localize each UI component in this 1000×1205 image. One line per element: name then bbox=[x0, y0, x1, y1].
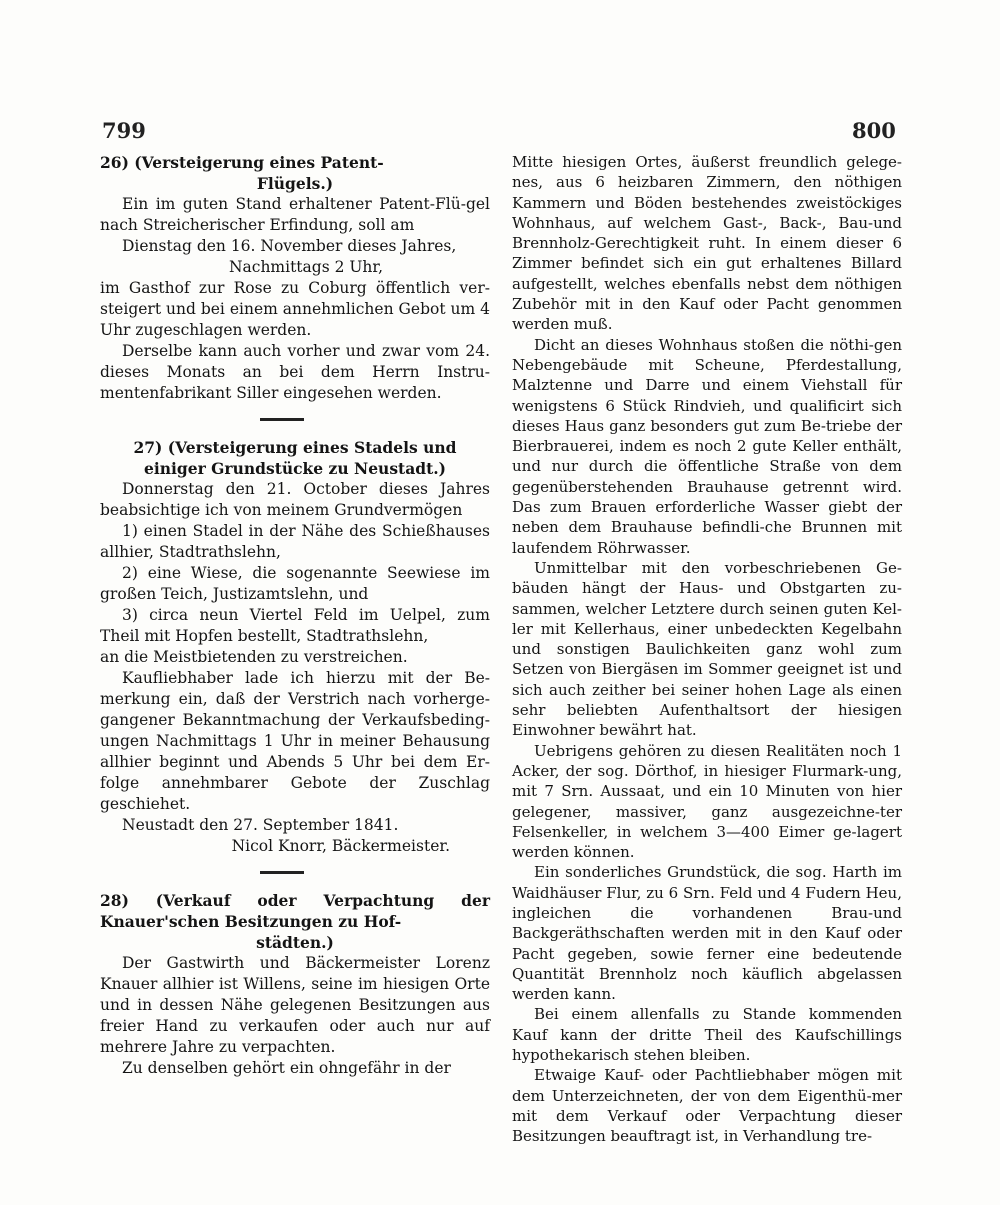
paragraph: Dienstag den 16. November dieses Jahres, bbox=[122, 237, 457, 255]
paragraph: Zu denselben gehört ein ohngefähr in der bbox=[122, 1059, 451, 1077]
paragraph: Unmittelbar mit den vorbeschriebenen Ge-bäuden hängt der Haus- und Obstgarten zu-sammen, welcher Letztere durch seinen guten Kel-ler mit Kellerhaus, einer unbedeckten Kegelbahn und sonstigen Baulichkeiten ganz wohl zum Setzen von Biergäsen im Sommer geeignet ist und sich auch zeither bei seiner hohen Lage als einen sehr beliebten Aufenthaltsort der hiesigen Einwohner bewährt hat. bbox=[512, 558, 902, 740]
signature-line: Nicol Knorr, Bäckermeister. bbox=[231, 837, 450, 855]
paragraph: Ein sonderliches Grundstück, die sog. Harth im Waidhäuser Flur, zu 6 Srn. Feld und 4 Fudern Heu, ingleichen die vorhandenen Brau-und Backgeräthschaften werden mit in den Kauf oder Pacht gegeben, sowie ferner eine bedeutende Quantität Brennholz noch käuflich abgelassen werden kann. bbox=[512, 863, 902, 1004]
paragraph: Kaufliebhaber lade ich hierzu mit der Be-merkung ein, daß der Verstrich nach vorherge-gangener Bekanntmachung der Verkaufsbeding-ungen Nachmittags 1 Uhr in meiner Behausung allhier beginnt und Abends 5 Uhr bei dem Er-folge annehmbarer Gebote der Zuschlag geschiehet. bbox=[100, 669, 490, 813]
section-divider bbox=[260, 418, 304, 421]
left-column bbox=[100, 152, 490, 1079]
paragraph: Mitte hiesigen Ortes, äußerst freundlich gelege-nes, aus 6 heizbaren Zimmern, den nöthigen Kammern und Böden bestehendes zweistöckiges Wohnhaus, auf welchem Gast-, Back-, Bau-und Brennholz-Gerechtigkeit ruht. In einem dieser 6 Zimmer befindet sich ein gut erhaltenes Billard aufgestellt, welches ebenfalls nebst dem nöthigen Zubehör mit in den Kauf oder Pacht genommen werden muß. bbox=[512, 153, 902, 334]
paragraph: 3) circa neun Viertel Feld im Uelpel, zum Theil mit Hopfen bestellt, Stadtrathslehn, bbox=[100, 606, 490, 645]
paragraph: Nachmittags 2 Uhr, bbox=[228, 258, 384, 276]
paragraph: Donnerstag den 21. October dieses Jahres beabsichtige ich von meinem Grundvermögen bbox=[100, 480, 490, 519]
paragraph: 1) einen Stadel in der Nähe des Schießhauses allhier, Stadtrathslehn, bbox=[100, 522, 490, 561]
paragraph: Dicht an dieses Wohnhaus stoßen die nöthi-gen Nebengebäude mit Scheune, Pferdestallung, Malztenne und Darre und einem Viehstall für wenigstens 6 Stück Rindvieh, und qualificirt sich dieses Haus ganz besonders gut zum Be-triebe der Bierbrauerei, indem es noch 2 gute Keller enthält, und nur durch die öffentliche Straße von dem gegenüberstehenden Brauhause getrennt wird. Das zum Brauen erforderliche Wasser giebt der neben dem Brauhause befindli-che Brunnen mit laufendem Röhrwasser. bbox=[512, 335, 902, 557]
paragraph: Ein im guten Stand erhaltener Patent-Flü-gel nach Streicherischer Erfindung, soll am bbox=[100, 195, 490, 234]
announcement-heading: 27) (Versteigerung eines Stadels und einiger Grundstücke zu Neustadt.) bbox=[133, 438, 457, 478]
page-number-right: 800 bbox=[852, 118, 896, 143]
paragraph: Uebrigens gehören zu diesen Realitäten noch 1 Acker, der sog. Dörthof, in hiesiger Flurmark-ung, mit 7 Srn. Aussaat, und ein 10 Minuten von hier gelegener, massiver, ganz ausgezeichne-ter Felsenkeller, in welchem 3—400 Eimer ge-lagert werden können. bbox=[512, 741, 902, 862]
paragraph: 2) eine Wiese, die sogenannte Seewiese im großen Teich, Justizamtslehn, und bbox=[100, 564, 490, 603]
paragraph: Bei einem allenfalls zu Stande kommenden Kauf kann der dritte Theil des Kaufschillings hypothekarisch stehen bleiben. bbox=[512, 1005, 902, 1065]
announcement-heading: 28) (Verkauf oder Verpachtung der Knauer'schen Besitzungen zu Hof- bbox=[100, 891, 490, 931]
announcement-heading: 26) (Versteigerung eines Patent- bbox=[100, 153, 384, 172]
section-divider bbox=[260, 871, 304, 874]
right-column bbox=[512, 152, 902, 1147]
announcement-heading: Flügels.) bbox=[256, 174, 334, 193]
paragraph: im Gasthof zur Rose zu Coburg öffentlich ver-steigert und bei einem annehmlichen Gebot um 4 Uhr zugeschlagen werden. bbox=[100, 279, 490, 339]
page-number-left: 799 bbox=[102, 118, 146, 143]
paragraph: Der Gastwirth und Bäckermeister Lorenz Knauer allhier ist Willens, seine im hiesigen Orte und in dessen Nähe gelegenen Besitzungen aus freier Hand zu verkaufen oder auch nur auf mehrere Jahre zu verpachten. bbox=[100, 954, 490, 1056]
paragraph: Derselbe kann auch vorher und zwar vom 24. dieses Monats an bei dem Herrn Instru-mentenfabrikant Siller eingesehen werden. bbox=[100, 342, 490, 402]
paragraph: Neustadt den 27. September 1841. bbox=[122, 816, 399, 834]
paragraph: Etwaige Kauf- oder Pachtliebhaber mögen mit dem Unterzeichneten, der von dem Eigenthü-mer mit dem Verkauf oder Verpachtung dieser Besitzungen beauftragt ist, in Verhandlung tre- bbox=[512, 1066, 902, 1146]
announcement-heading: städten.) bbox=[256, 933, 334, 952]
paragraph: an die Meistbietenden zu verstreichen. bbox=[100, 648, 408, 666]
